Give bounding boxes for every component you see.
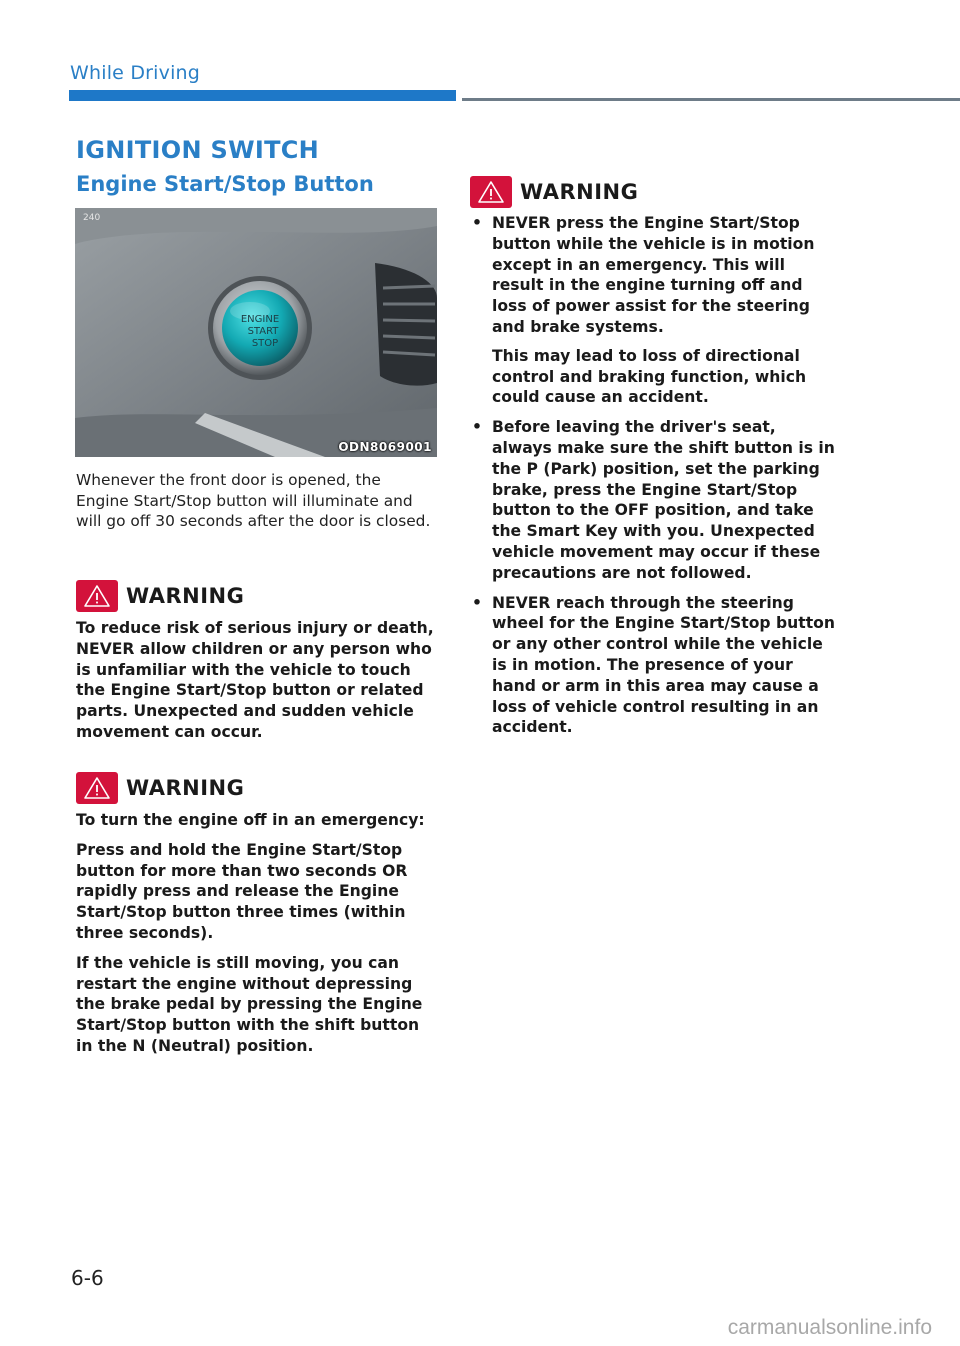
- warning-box-start-stop: [470, 176, 840, 738]
- list-item: [470, 213, 840, 408]
- warning-text: To reduce risk of serious injury or death, NEVER allow children or any person who is unfamiliar with the vehicle to touch the Engine Start/Stop button or related parts. Unexpected and sudden vehicle movement can occur.: [76, 619, 434, 741]
- section-title: IGNITION SWITCH: [76, 136, 320, 164]
- list-item-text: Before leaving the driver's seat, always make sure the shift button is in the P (Park) position, set the parking brake, press the Engine Start/Stop button to the OFF position, and take the Smart Key with you. Unexpected vehicle movement may occur if these precautions are not followed.: [492, 418, 835, 582]
- button-label-line-1: ENGINE: [240, 314, 280, 325]
- warning-box-children: [76, 580, 438, 743]
- warning-triangle-icon: [76, 580, 118, 612]
- warning-triangle-icon: [470, 176, 512, 208]
- button-label-line-3: STOP: [251, 338, 279, 349]
- warning-label: WARNING: [126, 584, 245, 608]
- warning-text: If the vehicle is still moving, you can restart the engine without depressing the brake pedal by pressing the Engine Start/Stop button with the shift button in the N (Neutral) position.: [76, 953, 423, 1055]
- warning-text: Press and hold the Engine Start/Stop button for more than two seconds OR rapidly press and release the Engine Start/Stop button three times (within three seconds).: [76, 840, 408, 942]
- warning-triangle-icon: [76, 772, 118, 804]
- warning-header: [76, 580, 438, 612]
- warning-label: WARNING: [126, 776, 245, 800]
- watermark: carmanualsonline.info: [727, 1316, 932, 1339]
- running-header: While Driving: [70, 62, 201, 84]
- header-rule-accent: [69, 90, 456, 101]
- list-item-text: NEVER reach through the steering wheel for the Engine Start/Stop button or any other control while the vehicle is in motion. The presence of your hand or arm in this area may cause a loss of vehicle control resulting in an accident.: [492, 593, 836, 737]
- intro-paragraph: Whenever the front door is opened, the Engine Start/Stop button will illuminate and will go off 30 seconds after the door is closed.: [76, 471, 431, 530]
- header-rule-gray: [462, 98, 960, 101]
- warning-box-emergency: [76, 772, 438, 1057]
- warning-header: [76, 772, 438, 804]
- page-number: 6-6: [71, 1266, 104, 1290]
- photo-dial-number: 240: [83, 213, 101, 223]
- button-label-line-2: START: [247, 326, 279, 337]
- warning-label: WARNING: [520, 180, 639, 204]
- photo-code: ODN8069001: [338, 440, 432, 454]
- warning-header: [470, 176, 840, 208]
- list-item-text: NEVER press the Engine Start/Stop button while the vehicle is in motion except in an emergency. This will result in the engine turning off and loss of power assist for the steering and brake systems.: [492, 214, 815, 336]
- warning-text: To turn the engine off in an emergency:: [76, 811, 425, 829]
- list-item: [470, 593, 840, 739]
- engine-button-photo: [75, 208, 437, 457]
- list-item: [470, 417, 840, 583]
- list-item-extra: This may lead to loss of directional control and braking function, which could cause an accident.: [492, 346, 807, 407]
- subsection-title: Engine Start/Stop Button: [76, 172, 374, 196]
- warning-list: [470, 213, 840, 738]
- photo-illustration: [75, 208, 437, 457]
